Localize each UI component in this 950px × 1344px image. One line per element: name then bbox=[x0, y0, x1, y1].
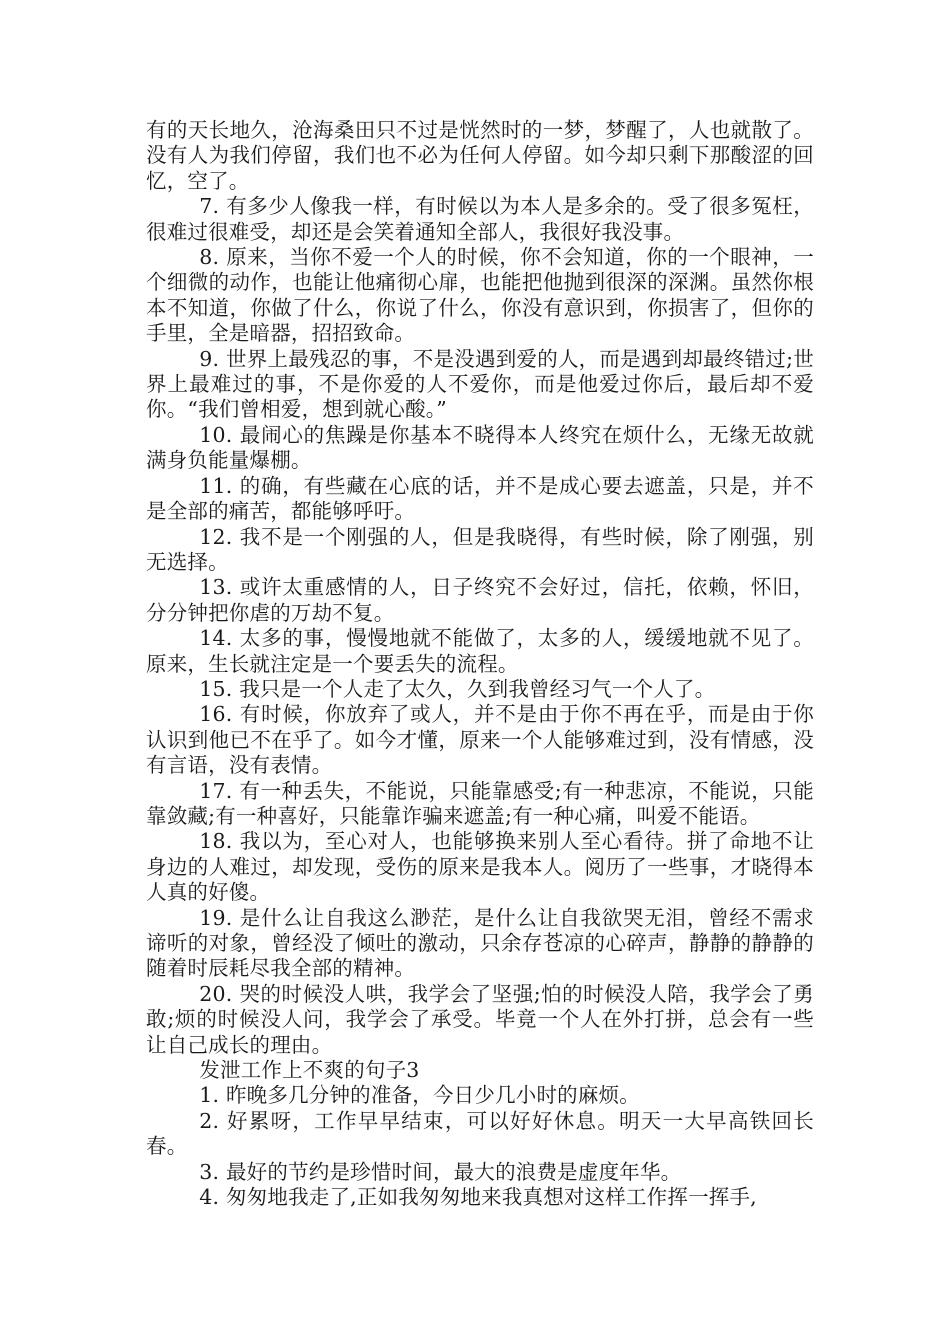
paragraph-item-8: 8. 原来，当你不爱一个人的时候，你不会知道，你的一个眼神，一个细微的动作，也能让他痛彻心扉，也能把他抛到很深的深渊。虽然你根本不知道，你做了什么，你说了什么，你没有意识到，你损害了，但你的手里，全是暗器，招招致命。 bbox=[146, 245, 814, 346]
paragraph-item-14: 14. 太多的事，慢慢地就不能做了，太多的人，缓缓地就不见了。原来，生长就注定是一个要丢失的流程。 bbox=[146, 626, 814, 676]
paragraph-item-12: 12. 我不是一个刚强的人，但是我晓得，有些时候，除了刚强，别无选择。 bbox=[146, 524, 814, 574]
paragraph-item-3: 3. 最好的节约是珍惜时间，最大的浪费是虚度年华。 bbox=[199, 1159, 682, 1184]
paragraph-item-2: 2. 好累呀，工作早早结束，可以好好休息。明天一大早高铁回长春。 bbox=[146, 1108, 814, 1159]
paragraph-item-13: 13. 或许太重感情的人，日子终究不会好过，信托，依赖，怀旧，分分钟把你虐的万劫不复。 bbox=[146, 575, 814, 625]
paragraph-item-15: 15. 我只是一个人走了太久，久到我曾经习气一个人了。 bbox=[199, 676, 716, 701]
paragraph-item-18: 18. 我以为，至心对人，也能够换来别人至心看待。拼了命地不让身边的人难过，却发现，受伤的原来是我本人。阅历了一些事，才晓得本人真的好傻。 bbox=[146, 829, 814, 905]
paragraph-item-7: 7. 有多少人像我一样，有时候以为本人是多余的。受了很多冤枉，很难过很难受，却还是会笑着通知全部人，我很好我没事。 bbox=[146, 194, 814, 244]
paragraph-item-10: 10. 最闹心的焦躁是你基本不晓得本人终究在烦什么，无缘无故就满身负能量爆棚。 bbox=[146, 422, 814, 473]
paragraph-continuation: 有的天长地久，沧海桑田只不过是恍然时的一梦，梦醒了，人也就散了。没有人为我们停留，我们也不必为任何人停留。如今却只剩下那酸涩的回忆，空了。 bbox=[146, 118, 814, 193]
paragraph-item-4: 4. 匆匆地我走了,正如我匆匆地来我真想对这样工作挥一挥手, bbox=[199, 1185, 757, 1210]
section-heading: 发泄工作上不爽的句子3 bbox=[199, 1058, 420, 1083]
paragraph-item-19: 19. 是什么让自我这么渺茫，是什么让自我欲哭无泪，曾经不需求谛听的对象，曾经没了倾吐的激动，只余存苍凉的心碎声，静静的静静的随着时辰耗尽我全部的精神。 bbox=[146, 905, 814, 981]
paragraph-item-16: 16. 有时候，你放弃了或人，并不是由于你不再在乎，而是由于你认识到他已不在乎了。如今才懂，原来一个人能够难过到，没有情感，没有言语，没有表情。 bbox=[146, 702, 814, 778]
document-body bbox=[146, 118, 814, 1210]
paragraph-item-9: 9. 世界上最残忍的事，不是没遇到爱的人，而是遇到却最终错过;世界上最难过的事，不是你爱的人不爱你，而是他爱过你后，最后却不爱你。“我们曾相爱，想到就心酸。” bbox=[146, 346, 814, 422]
paragraph-item-17: 17. 有一种丢失，不能说，只能靠感受;有一种悲凉，不能说，只能靠敛藏;有一种喜好，只能靠诈骗来遮盖;有一种心痛，叫爱不能语。 bbox=[146, 778, 814, 828]
paragraph-item-1: 1. 昨晚多几分钟的准备，今日少几小时的麻烦。 bbox=[199, 1083, 640, 1108]
paragraph-item-11: 11. 的确，有些藏在心底的话，并不是成心要去遮盖，只是，并不是全部的痛苦，都能够呼吁。 bbox=[146, 473, 814, 524]
paragraph-item-20: 20. 哭的时候没人哄，我学会了坚强;怕的时候没人陪，我学会了勇敢;烦的时候没人问，我学会了承受。毕竟一个人在外打拼，总会有一些让自己成长的理由。 bbox=[146, 981, 814, 1057]
